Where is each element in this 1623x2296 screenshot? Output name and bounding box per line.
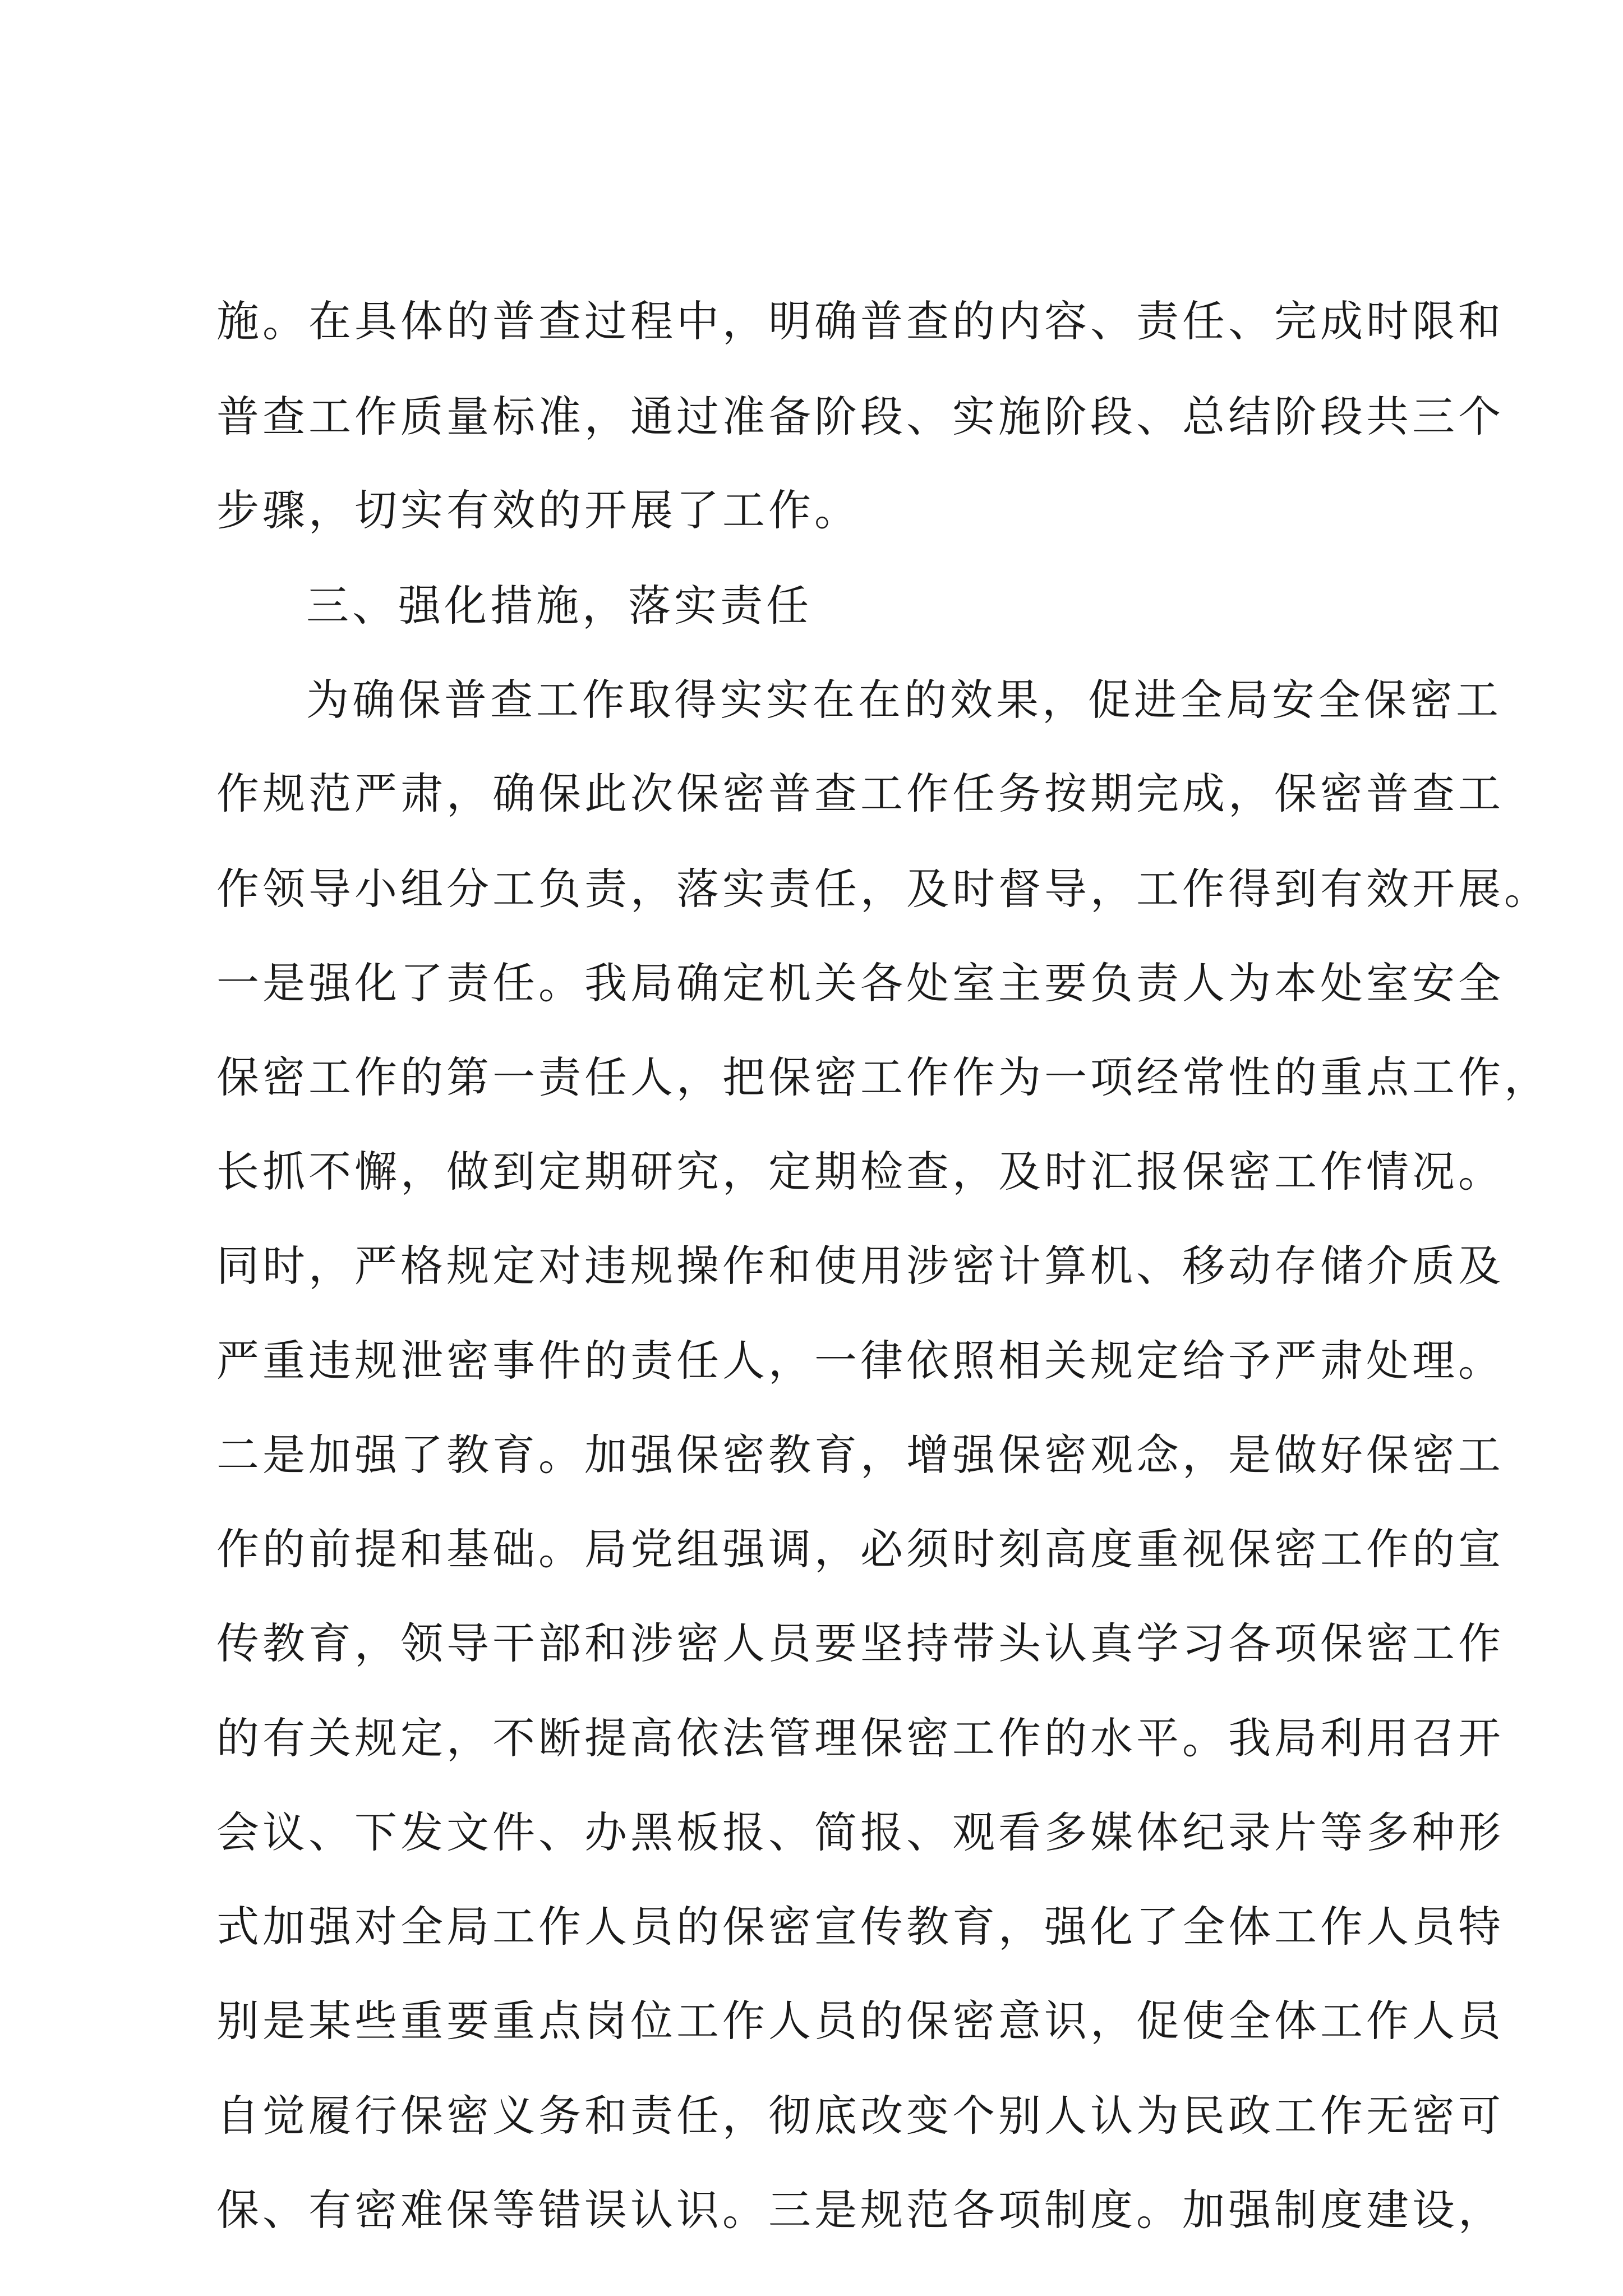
- body-line: 保、有密难保等错误认识。三是规范各项制度。加强制度建设，: [216, 2185, 1504, 2235]
- body-line: 别是某些重要重点岗位工作人员的保密意识，促使全体工作人员: [216, 1996, 1504, 2046]
- body-line: 自觉履行保密义务和责任，彻底改变个别人认为民政工作无密可: [216, 2091, 1504, 2141]
- body-line: 同时，严格规定对违规操作和使用涉密计算机、移动存储介质及: [216, 1241, 1504, 1291]
- body-line: 保密工作的第一责任人，把保密工作作为一项经常性的重点工作，: [216, 1052, 1550, 1102]
- body-line: 步骤，切实有效的开展了工作。: [216, 485, 860, 535]
- body-line: 传教育，领导干部和涉密人员要坚持带头认真学习各项保密工作: [216, 1618, 1504, 1668]
- section-heading: 三、强化措施，落实责任: [306, 581, 812, 631]
- body-line: 为确保普查工作取得实实在在的效果，促进全局安全保密工: [306, 675, 1502, 725]
- body-line: 作领导小组分工负责，落实责任，及时督导，工作得到有效开展。: [216, 864, 1550, 914]
- body-line: 式加强对全局工作人员的保密宣传教育，强化了全体工作人员特: [216, 1902, 1504, 1952]
- body-line: 普查工作质量标准，通过准备阶段、实施阶段、总结阶段共三个: [216, 392, 1504, 441]
- body-line: 作的前提和基础。局党组强调，必须时刻高度重视保密工作的宣: [216, 1524, 1504, 1574]
- body-line: 的有关规定，不断提高依法管理保密工作的水平。我局利用召开: [216, 1713, 1504, 1763]
- body-line: 作规范严肃，确保此次保密普查工作任务按期完成，保密普查工: [216, 769, 1504, 818]
- body-line: 会议、下发文件、办黑板报、简报、观看多媒体纪录片等多种形: [216, 1807, 1504, 1857]
- body-line: 施。在具体的普查过程中，明确普查的内容、责任、完成时限和: [216, 296, 1504, 346]
- body-line: 严重违规泄密事件的责任人，一律依照相关规定给予严肃处理。: [216, 1336, 1504, 1386]
- body-line: 二是加强了教育。加强保密教育，增强保密观念，是做好保密工: [216, 1430, 1504, 1480]
- body-line: 长抓不懈，做到定期研究，定期检查，及时汇报保密工作情况。: [216, 1147, 1504, 1197]
- body-line: 一是强化了责任。我局确定机关各处室主要负责人为本处室安全: [216, 958, 1504, 1008]
